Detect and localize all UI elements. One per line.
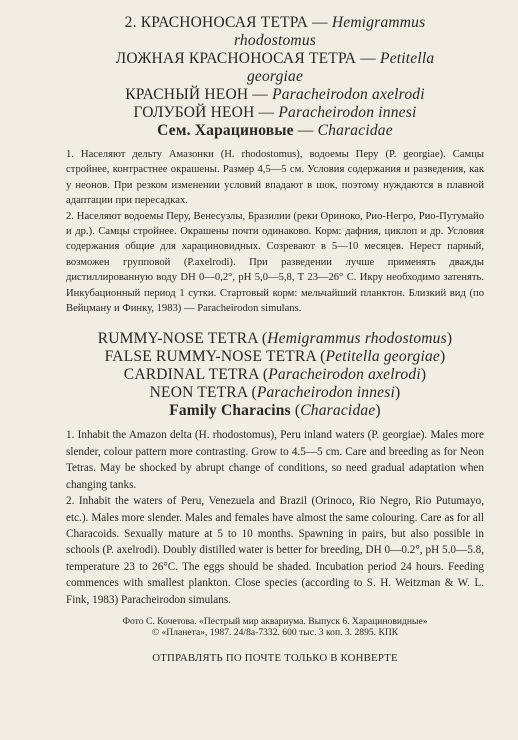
latin-name: Hemigrammus rhodostomus — [267, 330, 447, 348]
credit-line: Фото С. Кочетова. «Пестрый мир аквариума. Выпуск 6. Харациновидные» — [122, 615, 428, 627]
credit-line: © «Планета», 1987. 24/8а-7332. 600 тыс. 3 коп. 3. 2895. КПК — [151, 626, 399, 638]
title-text: ЛОЖНАЯ КРАСНОНОСАЯ ТЕТРА — — [115, 50, 381, 67]
title-text: CARDINAL TETRA ( — [123, 366, 269, 384]
latin-name: Paracheirodon innesi — [278, 104, 417, 121]
en-title-line — [66, 348, 484, 366]
latin-name: Petitella — [380, 50, 435, 67]
paren: ) — [439, 348, 446, 366]
ru-title-line — [66, 68, 484, 86]
mailing-instruction: ОТПРАВЛЯТЬ ПО ПОЧТЕ ТОЛЬКО В КОНВЕРТЕ — [152, 651, 398, 664]
latin-name: Paracheirodon axelrodi — [268, 366, 421, 384]
ru-description — [66, 147, 484, 316]
ru-paragraph-1: 1. Населяют дельту Амазонки (H. rhodostomus), водоемы Перу (P. georgiae). Самцы стройнее, контрастнее окрашены. Размер 4,5—5 см. Условия содержания и разведения, как у неонов. При резком изменении условий впадают в шок, поэтому нуждаются в плавной адаптации при пересадках. — [66, 149, 484, 207]
family-name: Family Characins — [169, 402, 291, 420]
family-name: Сем. Харациновые — [157, 122, 294, 139]
ru-family-line — [66, 122, 484, 140]
ru-paragraph-2: 2. Населяют водоемы Перу, Венесуэлы, Бразилии (реки Ориноко, Рио-Негро, Рио-Путумайо и др.). Самцы стройнее. Окрашены почти одинаково. Корм: дафния, циклоп и др. Условия содержания общие для харациновидных. Созревают в 5—10 месяцев. Нерест парный, возможен групповой (P.axelrodi). При разведении лучше применять дважды дистиллированную воду DH 0—0,2°, pH 5,0—5,8, T 23—26° C. Икру необходимо затенять. Инкубационный период 1 сутки. Стартовый корм: мельчайший планктон. Близкий вид (по Вейцману и Финку, 1983) — Paracheirodon simulans. — [66, 210, 484, 315]
title-text: RUMMY-NOSE TETRA ( — [97, 330, 268, 348]
latin-name: rhodostomus — [233, 32, 317, 49]
ru-title-line — [66, 104, 484, 122]
en-title-line — [66, 366, 484, 384]
latin-family: Characidae — [317, 122, 393, 139]
en-paragraph-1: 1. Inhabit the Amazon delta (H. rhodostomus), Peru inland waters (P. georgiae). Males more slender, colour pattern more contrasting. Grow to 4.5—5 cm. Care and breeding as for Neon Tetras. May be shocked by abrupt change of conditions, so need gradual adaptation when changing tanks. — [66, 429, 484, 491]
publication-credits — [66, 616, 484, 638]
latin-name: Paracheirodon axelrodi — [272, 86, 425, 103]
en-title-line — [66, 330, 484, 348]
paren: ) — [420, 366, 427, 384]
ru-title-block — [66, 14, 484, 140]
title-text: NEON TETRA ( — [149, 384, 257, 402]
title-text: КРАСНЫЙ НЕОН — — [125, 86, 273, 103]
title-text: ГОЛУБОЙ НЕОН — — [133, 104, 279, 121]
dash: — — [293, 122, 318, 139]
paren: ) — [394, 384, 401, 402]
latin-family: Characidae — [300, 402, 376, 420]
latin-name: Hemigrammus — [331, 14, 426, 31]
en-description — [66, 427, 484, 607]
en-family-line — [66, 402, 484, 420]
title-text: FALSE RUMMY-NOSE TETRA ( — [104, 348, 326, 366]
paren: ( — [290, 402, 301, 420]
en-title-line — [66, 384, 484, 402]
title-text: 2. КРАСНОНОСАЯ ТЕТРА — — [124, 14, 332, 31]
paren: ) — [446, 330, 453, 348]
ru-title-line — [66, 32, 484, 50]
ru-title-line — [66, 86, 484, 104]
latin-name: Petitella georgiae — [325, 348, 440, 366]
ru-title-line — [66, 50, 484, 68]
latin-name: georgiae — [246, 68, 304, 85]
ru-title-line — [66, 14, 484, 32]
latin-name: Paracheirodon innesi — [256, 384, 395, 402]
en-title-block — [66, 330, 484, 420]
paren: ) — [375, 402, 381, 420]
en-paragraph-2: 2. Inhabit the waters of Peru, Venezuela and Brazil (Orinoco, Rio Negro, Rio Putumayo, etc.). Males more slender. Males and females have almost the same colouring. Care as for all Characoids. Sexually mature at 5 to 10 months. Spawning in pairs, but also possible in schools (P. axelrodi). Doubly distilled water is better for breeding, DH 0—0.2°, pH 5.0—5.8, temperature 23 to 26°C. The eggs should be shaded. Incubation period 24 hours. Feeding commences with smallest plankton. Close species (according to S. H. Weitzman & W. L. Fink, 1983) Paracheirodon simulans. — [66, 495, 484, 606]
